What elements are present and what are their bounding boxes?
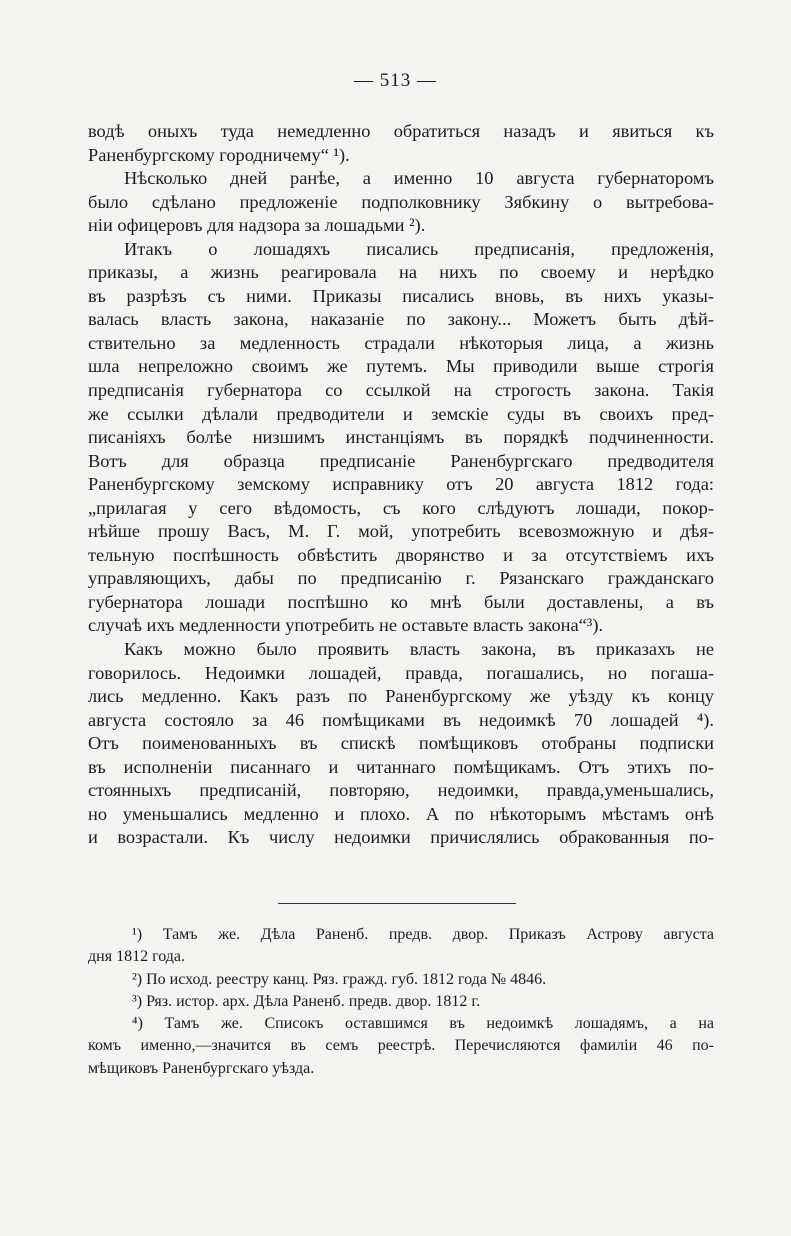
footnote-line: ³) Ряз. истор. арх. Дѣла Раненб. предв. двор. 1812 г. [132, 992, 481, 1010]
text-line: Раненбургскому городничему“ ¹). [88, 144, 350, 165]
text-line: ніи офицеровъ для надзора за лошадьми ²). [88, 215, 426, 236]
text-line: Вотъ для образца предписаніе Раненбургскаго предводителя [88, 450, 714, 471]
text-line: Какъ можно было проявить власть закона, въ приказахъ не [124, 639, 714, 660]
footnote-line: ⁴) Тамъ же. Списокъ оставшимся въ недоимкѣ лошадямъ, а на [132, 1015, 714, 1033]
footnote-line: комъ именно,—значится въ семъ реестрѣ. Перечисляются фамиліи 46 по- [88, 1037, 714, 1055]
footnote-line: дня 1812 года. [88, 948, 186, 966]
text-line: приказы, а жизнь реагировала на нихъ по своему и нерѣдко [88, 262, 714, 283]
footnotes [88, 924, 714, 1080]
text-line: же ссылки дѣлали предводители и земскіе суды въ своихъ пред- [88, 403, 714, 424]
footnote-line: ¹) Тамъ же. Дѣла Раненб. предв. двор. Приказъ Астрову августа [132, 926, 714, 943]
text-line: въ исполненіи писаннаго и читаннаго помѣщикамъ. Отъ этихъ по- [88, 756, 714, 777]
text-line: ствительно за медленность страдали нѣкоторыя лица, а жизнь [88, 332, 714, 353]
text-line: предписанія губернатора со ссылкой на строгость закона. Такія [88, 380, 714, 401]
text-line: лись медленно. Какъ разъ по Раненбургскому же уѣзду къ концу [88, 686, 714, 707]
text-line: въ разрѣзъ съ ними. Приказы писались вновь, въ нихъ указы- [88, 285, 714, 306]
footnote-line: мѣщиковъ Раненбургскаго уѣзда. [88, 1059, 315, 1077]
text-line: писаніяхъ болѣе низшимъ инстанціямъ въ порядкѣ подчиненности. [88, 427, 714, 448]
footnote-line: ²) По исход. реестру канц. Ряз. гражд. губ. 1812 года № 4846. [132, 970, 547, 988]
text-line: тельную поспѣшность обвѣстить дворянство и за отсутствіемъ ихъ [88, 544, 714, 565]
text-line: валась власть закона, наказаніе по закону... Можетъ быть дѣй- [88, 309, 714, 330]
text-line: говорилось. Недоимки лошадей, правда, погашались, но погаша- [88, 662, 714, 683]
footnote-divider [278, 903, 516, 904]
text-line: „прилагая у сего вѣдомость, съ кого слѣдуютъ лошади, покор- [88, 497, 714, 518]
text-line: стоянныхъ предписаній, повторяю, недоимки, правда,уменьшались, [88, 780, 714, 801]
text-line: и возрастали. Къ числу недоимки причислялись обракованныя по- [88, 827, 714, 848]
text-line: случаѣ ихъ медленности употребить не оставьте власть закона“³). [88, 615, 604, 636]
text-line: нѣйше прошу Васъ, М. Г. мой, употребить всевозможную и дѣя- [88, 521, 714, 542]
text-line: управляющихъ, дабы по предписанію г. Рязанскаго гражданскаго [88, 568, 714, 589]
text-line: шла непреложно своимъ же путемъ. Мы приводили выше строгія [88, 356, 714, 377]
text-line: Отъ поименованныхъ въ спискѣ помѣщиковъ отобраны подписки [88, 733, 714, 754]
text-line: губернатора лошади поспѣшно ко мнѣ были доставлены, а въ [88, 591, 714, 612]
text-line: августа состояло за 46 помѣщиками въ недоимкѣ 70 лошадей ⁴). [88, 709, 714, 730]
text-line: было сдѣлано предложеніе подполковнику Зябкину о вытребова- [88, 191, 714, 212]
main-text [88, 120, 714, 850]
text-line: но уменьшались медленно и плохо. А по нѣкоторымъ мѣстамъ онѣ [88, 803, 714, 824]
page-number: — 513 — [354, 70, 437, 91]
text-line: водѣ оныхъ туда немедленно обратиться назадъ и явиться къ [88, 121, 714, 141]
text-line: Нѣсколько дней ранѣе, а именно 10 августа губернаторомъ [124, 168, 714, 189]
text-line: Итакъ о лошадяхъ писались предписанія, предложенія, [124, 238, 714, 259]
text-line: Раненбургскому земскому исправнику отъ 20 августа 1812 года: [88, 474, 714, 495]
